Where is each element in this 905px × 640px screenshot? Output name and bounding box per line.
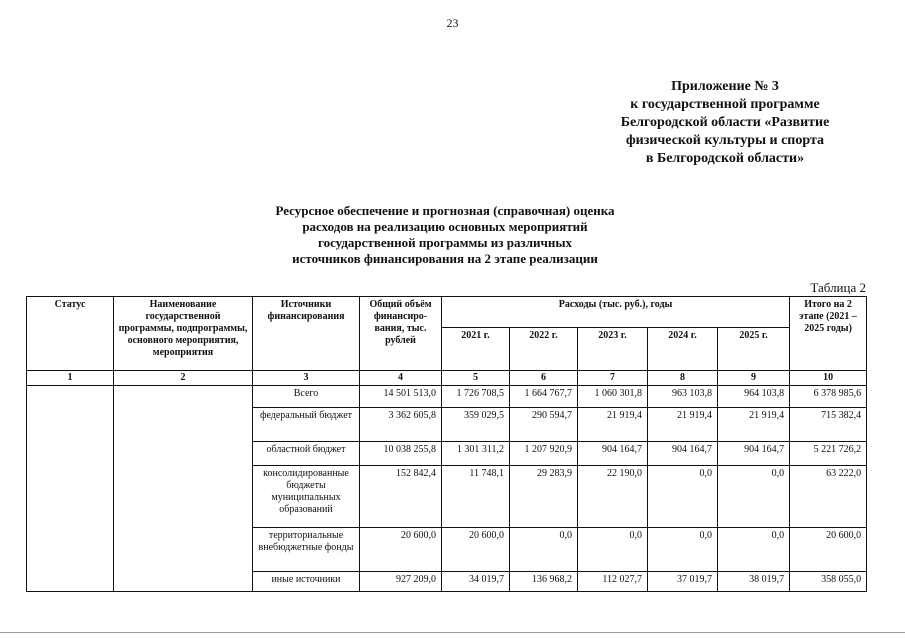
year-value-cell: 0,0: [510, 528, 578, 572]
year-value-cell: 1 207 920,9: [510, 442, 578, 466]
year-value-cell: 21 919,4: [578, 408, 648, 442]
appendix-line: в Белгородской области»: [645, 151, 805, 166]
total-cell: 14 501 513,0: [360, 386, 442, 408]
appendix-line: Белгородской области «Развитие: [620, 115, 830, 130]
year-value-cell: 136 968,2: [510, 572, 578, 592]
year-value-cell: 20 600,0: [442, 528, 510, 572]
page-edge-line: [0, 632, 905, 633]
budget-table: [26, 296, 867, 592]
title-line: Ресурсное обеспечение и прогнозная (справочная) оценка: [275, 203, 615, 218]
report-title: [240, 203, 650, 267]
year-value-cell: 904 164,7: [648, 442, 718, 466]
appendix-line: к государственной программе: [630, 97, 820, 112]
header-name: Наименование государственной программы, подпрограммы, основного мероприятия, мероприятия: [114, 297, 253, 371]
year-value-cell: 112 027,7: [578, 572, 648, 592]
source-cell: территориальные внебюджетные фонды: [253, 528, 360, 572]
year-value-cell: 0,0: [718, 528, 790, 572]
appendix-header: [590, 78, 860, 168]
title-line: государственной программы из различных: [318, 235, 572, 250]
year-value-cell: 0,0: [648, 466, 718, 528]
header-sources: Источники финансирования: [253, 297, 360, 371]
stage-total-cell: 5 221 726,2: [790, 442, 867, 466]
header-stage-total: Итого на 2 этапе (2021 – 2025 годы): [790, 297, 867, 371]
year-value-cell: 0,0: [578, 528, 648, 572]
header-total: Общий объём финансиро-вания, тыс. рублей: [360, 297, 442, 371]
header-year: 2025 г.: [718, 328, 790, 371]
header-year: 2023 г.: [578, 328, 648, 371]
stage-total-cell: 20 600,0: [790, 528, 867, 572]
year-value-cell: 1 664 767,7: [510, 386, 578, 408]
year-value-cell: 1 060 301,8: [578, 386, 648, 408]
year-value-cell: 21 919,4: [648, 408, 718, 442]
year-value-cell: 963 103,8: [648, 386, 718, 408]
total-cell: 3 362 605,8: [360, 408, 442, 442]
total-cell: 152 842,4: [360, 466, 442, 528]
year-value-cell: 359 029,5: [442, 408, 510, 442]
source-cell: консолидированные бюджеты муниципальных образований: [253, 466, 360, 528]
stage-total-cell: 358 055,0: [790, 572, 867, 592]
program-name-cell: [114, 386, 253, 592]
column-number: 10: [790, 371, 867, 386]
source-cell: областной бюджет: [253, 442, 360, 466]
year-value-cell: 904 164,7: [578, 442, 648, 466]
year-value-cell: 1 301 311,2: [442, 442, 510, 466]
year-value-cell: 21 919,4: [718, 408, 790, 442]
status-cell: [27, 386, 114, 592]
title-line: расходов на реализацию основных мероприятий: [302, 219, 588, 234]
year-value-cell: 29 283,9: [510, 466, 578, 528]
header-year: 2022 г.: [510, 328, 578, 371]
year-value-cell: 904 164,7: [718, 442, 790, 466]
year-value-cell: 38 019,7: [718, 572, 790, 592]
column-number: 9: [718, 371, 790, 386]
table-label: Таблица 2: [810, 280, 866, 295]
total-cell: 927 209,0: [360, 572, 442, 592]
appendix-line: физической культуры и спорта: [625, 133, 825, 148]
year-value-cell: 37 019,7: [648, 572, 718, 592]
column-number: 3: [253, 371, 360, 386]
column-number: 7: [578, 371, 648, 386]
column-number: 6: [510, 371, 578, 386]
year-value-cell: 290 594,7: [510, 408, 578, 442]
header-year: 2024 г.: [648, 328, 718, 371]
title-line: источников финансирования на 2 этапе реализации: [292, 251, 598, 266]
column-number: 8: [648, 371, 718, 386]
year-value-cell: 34 019,7: [442, 572, 510, 592]
table-row: [27, 386, 867, 408]
total-cell: 20 600,0: [360, 528, 442, 572]
page-number: 23: [446, 16, 459, 30]
column-number: 4: [360, 371, 442, 386]
source-cell: иные источники: [253, 572, 360, 592]
stage-total-cell: 6 378 985,6: [790, 386, 867, 408]
column-number: 2: [114, 371, 253, 386]
stage-total-cell: 715 382,4: [790, 408, 867, 442]
year-value-cell: 11 748,1: [442, 466, 510, 528]
year-value-cell: 0,0: [718, 466, 790, 528]
header-expenses: Расходы (тыс. руб.), годы: [442, 297, 790, 328]
stage-total-cell: 63 222,0: [790, 466, 867, 528]
year-value-cell: 1 726 708,5: [442, 386, 510, 408]
total-cell: 10 038 255,8: [360, 442, 442, 466]
column-number: 5: [442, 371, 510, 386]
source-cell: Всего: [253, 386, 360, 408]
source-cell: федеральный бюджет: [253, 408, 360, 442]
header-year: 2021 г.: [442, 328, 510, 371]
header-status: Статус: [27, 297, 114, 371]
column-number: 1: [27, 371, 114, 386]
year-value-cell: 964 103,8: [718, 386, 790, 408]
appendix-line: Приложение № 3: [671, 79, 779, 94]
year-value-cell: 0,0: [648, 528, 718, 572]
year-value-cell: 22 190,0: [578, 466, 648, 528]
